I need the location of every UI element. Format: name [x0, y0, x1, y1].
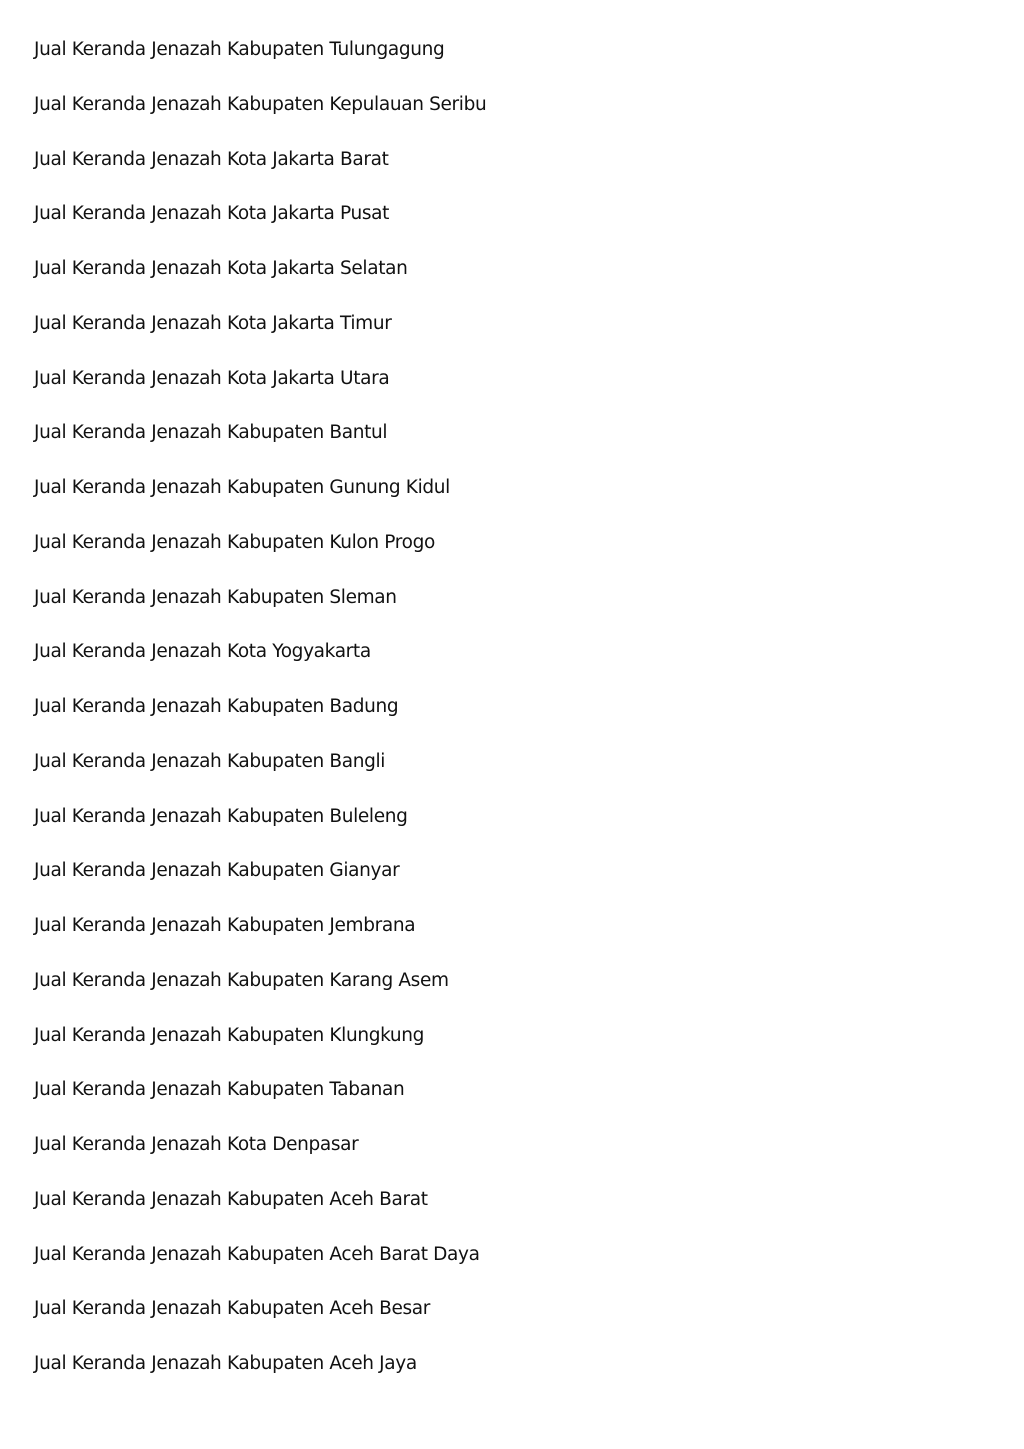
- list-item: Jual Keranda Jenazah Kabupaten Gianyar: [34, 860, 400, 882]
- list-item: Jual Keranda Jenazah Kota Jakarta Timur: [34, 312, 392, 334]
- list-item: Jual Keranda Jenazah Kabupaten Aceh Barat: [34, 1188, 428, 1210]
- list-item: Jual Keranda Jenazah Kabupaten Aceh Barat Daya: [34, 1243, 480, 1265]
- list-item: Jual Keranda Jenazah Kabupaten Bangli: [34, 750, 386, 772]
- list-item: Jual Keranda Jenazah Kabupaten Karang Asem: [34, 969, 449, 991]
- list-item: Jual Keranda Jenazah Kabupaten Aceh Jaya: [34, 1353, 417, 1374]
- list-item: Jual Keranda Jenazah Kabupaten Gunung Kidul: [34, 477, 450, 498]
- list-item: Jual Keranda Jenazah Kota Yogyakarta: [34, 641, 371, 663]
- list-item: Jual Keranda Jenazah Kota Jakarta Barat: [34, 148, 389, 170]
- list-item: Jual Keranda Jenazah Kabupaten Tabanan: [34, 1079, 405, 1101]
- list-item: Jual Keranda Jenazah Kabupaten Klungkung: [34, 1024, 425, 1046]
- list-item: Jual Keranda Jenazah Kabupaten Sleman: [34, 586, 397, 608]
- list-item: Jual Keranda Jenazah Kabupaten Aceh Besar: [34, 1298, 431, 1320]
- entry-list: [34, 36, 486, 1405]
- list-item: Jual Keranda Jenazah Kota Jakarta Utara: [34, 367, 390, 389]
- list-item: Jual Keranda Jenazah Kota Jakarta Pusat: [34, 203, 390, 225]
- list-item: Jual Keranda Jenazah Kabupaten Bantul: [34, 422, 388, 444]
- list-item: Jual Keranda Jenazah Kabupaten Buleleng: [34, 805, 408, 827]
- list-item: Jual Keranda Jenazah Kabupaten Badung: [34, 696, 399, 717]
- list-item: Jual Keranda Jenazah Kabupaten Tulungagung: [34, 39, 445, 60]
- list-item: Jual Keranda Jenazah Kabupaten Kulon Progo: [34, 531, 435, 553]
- list-item: Jual Keranda Jenazah Kota Denpasar: [34, 1134, 359, 1155]
- list-item: Jual Keranda Jenazah Kabupaten Jembrana: [34, 915, 416, 936]
- list-item: Jual Keranda Jenazah Kabupaten Kepulauan Seribu: [34, 93, 487, 115]
- list-item: Jual Keranda Jenazah Kota Jakarta Selatan: [34, 258, 408, 279]
